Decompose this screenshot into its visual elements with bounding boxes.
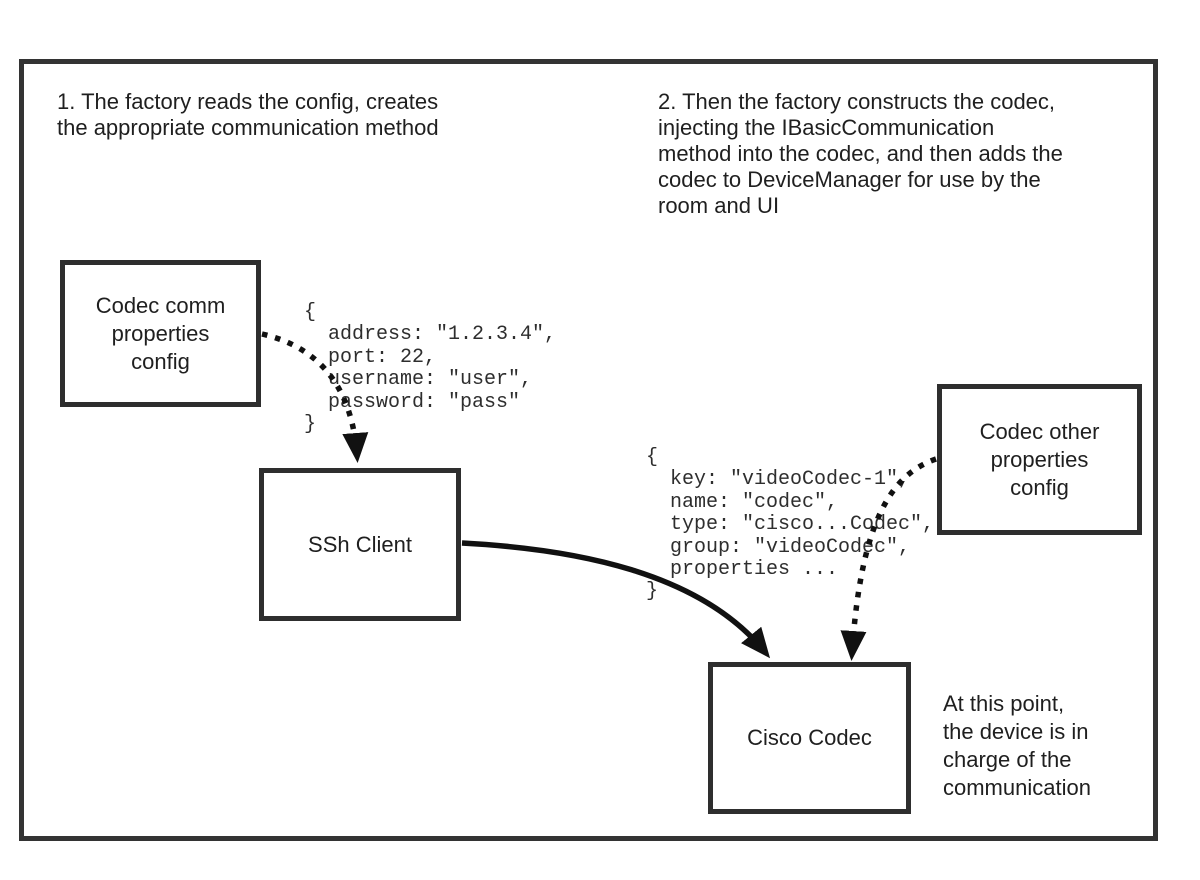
annotation-step2: 2. Then the factory constructs the codec, injecting the IBasicCommunication method into the codec, and then adds the codec to DeviceManager for use by the room and UI — [658, 89, 1063, 218]
node-cisco-codec-label: Cisco Codec — [747, 725, 872, 750]
code-line: properties ... — [646, 558, 839, 582]
code-line: password: "pass" — [304, 390, 521, 414]
code-line: name: "codec", — [646, 490, 839, 514]
node-codec-comm-config — [60, 260, 261, 407]
code-line: group: "videoCodec", — [646, 535, 911, 559]
code-line: address: "1.2.3.4", — [304, 323, 557, 347]
code-line: } — [304, 413, 317, 437]
code-snippet-codec-construction — [646, 447, 934, 604]
node-codec-other-config — [937, 384, 1142, 535]
annotation-step1: 1. The factory reads the config, creates the appropriate communication method — [57, 89, 439, 140]
node-codec-other-config-label: Codec other properties config — [979, 418, 1100, 500]
node-cisco-codec — [708, 662, 911, 814]
code-line: username: "user", — [304, 368, 533, 392]
code-line: type: "cisco...Codec", — [646, 513, 935, 537]
code-snippet-comm-properties — [304, 302, 556, 436]
code-line: { — [304, 301, 317, 324]
node-ssh-client-label: SSh Client — [308, 531, 412, 557]
code-line: key: "videoCodec-1", — [646, 468, 911, 492]
node-codec-comm-config-label: Codec comm properties config — [95, 292, 226, 374]
code-line: { — [646, 446, 659, 469]
annotation-endpoint-note: At this point, the device is in charge of the communication — [943, 691, 1091, 800]
code-line: port: 22, — [304, 345, 437, 369]
node-ssh-client — [259, 468, 461, 621]
code-line: } — [646, 580, 659, 604]
